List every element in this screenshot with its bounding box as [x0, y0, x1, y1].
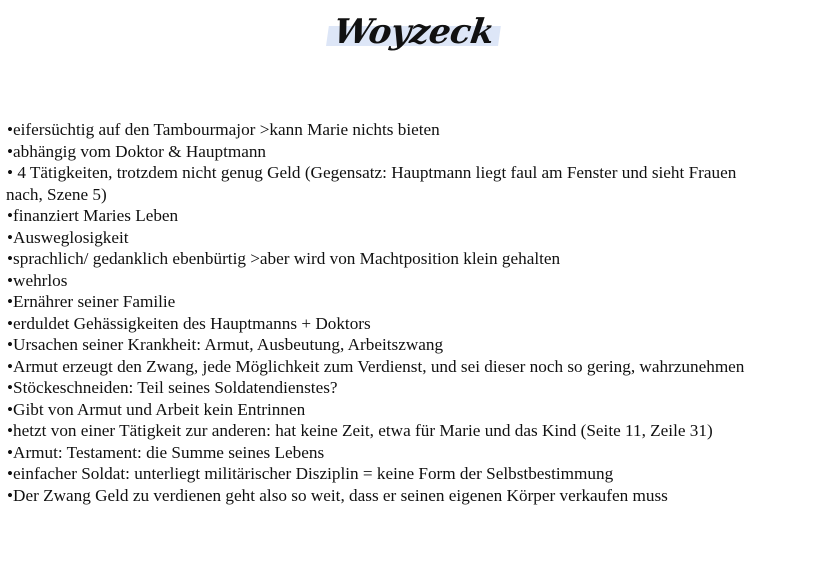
bullet-icon: •	[7, 227, 14, 247]
document-title: Woyzeck	[325, 12, 502, 52]
list-item-text: eifersüchtig auf den Tambourmajor >kann Marie nichts bieten	[13, 120, 440, 139]
bullet-icon: •	[7, 313, 14, 333]
list-item-text: Armut: Testament: die Summe seines Lebens	[13, 442, 325, 462]
bullet-icon: •	[7, 378, 14, 397]
list-item	[7, 463, 822, 485]
list-item-text: Ursachen seiner Krankheit: Armut, Ausbeutung, Arbeitszwang	[13, 335, 444, 354]
list-item-text: hetzt von einer Tätigkeit zur anderen: hat keine Zeit, etwa für Marie und das Kind (Seite 11, Zeile 31)	[13, 421, 713, 440]
bullet-icon: •	[7, 399, 14, 419]
list-item-text: Gibt von Armut und Arbeit kein Entrinnen	[13, 399, 306, 419]
bullet-icon: •	[7, 485, 14, 505]
list-item	[7, 313, 822, 335]
bullet-icon: •	[7, 249, 14, 268]
list-item	[7, 334, 822, 356]
list-item-text: wehrlos	[13, 270, 68, 290]
list-item-text: abhängig vom Doktor & Hauptmann	[13, 141, 267, 161]
list-item	[7, 227, 822, 249]
list-item-continuation: nach, Szene 5)	[6, 184, 107, 204]
bullet-list	[7, 119, 822, 506]
bullet-icon: •	[7, 163, 14, 182]
list-item-text: Der Zwang Geld zu verdienen geht also so weit, dass er seinen eigenen Körper verkaufen muss	[13, 485, 668, 505]
list-item-text: Ausweglosigkeit	[13, 227, 129, 247]
list-item	[7, 485, 822, 507]
list-item	[7, 356, 822, 378]
bullet-icon: •	[7, 421, 14, 440]
bullet-icon: •	[7, 356, 14, 376]
list-item	[7, 270, 822, 292]
bullet-icon: •	[7, 120, 14, 139]
list-item	[7, 291, 822, 313]
list-item-text: einfacher Soldat: unterliegt militärischer Disziplin = keine Form der Selbstbestimmung	[13, 464, 614, 483]
list-item	[7, 420, 822, 442]
list-item	[7, 141, 822, 163]
bullet-icon: •	[7, 464, 14, 483]
list-item-text: 4 Tätigkeiten, trotzdem nicht genug Geld (Gegensatz: Hauptmann liegt faul am Fenster und sieht Frauen	[13, 163, 737, 182]
bullet-icon: •	[7, 141, 14, 161]
list-item	[7, 377, 822, 399]
list-item	[7, 119, 822, 141]
list-item-text: erduldet Gehässigkeiten des Hauptmanns + Doktors	[13, 313, 371, 333]
bullet-icon: •	[7, 292, 14, 311]
list-item	[7, 162, 822, 205]
list-item-text: sprachlich/ gedanklich ebenbürtig >aber wird von Machtposition klein gehalten	[13, 249, 561, 268]
bullet-icon: •	[7, 442, 14, 462]
list-item	[7, 205, 822, 227]
list-item	[7, 399, 822, 421]
bullet-icon: •	[7, 206, 14, 225]
list-item	[7, 442, 822, 464]
list-item-text: Armut erzeugt den Zwang, jede Möglichkeit zum Verdienst, und sei dieser noch so gering, wahrzunehmen	[13, 356, 745, 376]
list-item-text: finanziert Maries Leben	[13, 206, 179, 225]
title-container	[0, 12, 828, 52]
bullet-icon: •	[7, 335, 14, 354]
bullet-icon: •	[7, 270, 14, 290]
list-item	[7, 248, 822, 270]
list-item-text: Ernährer seiner Familie	[13, 292, 176, 311]
list-item-text: Stöckeschneiden: Teil seines Soldatendienstes?	[13, 378, 338, 397]
